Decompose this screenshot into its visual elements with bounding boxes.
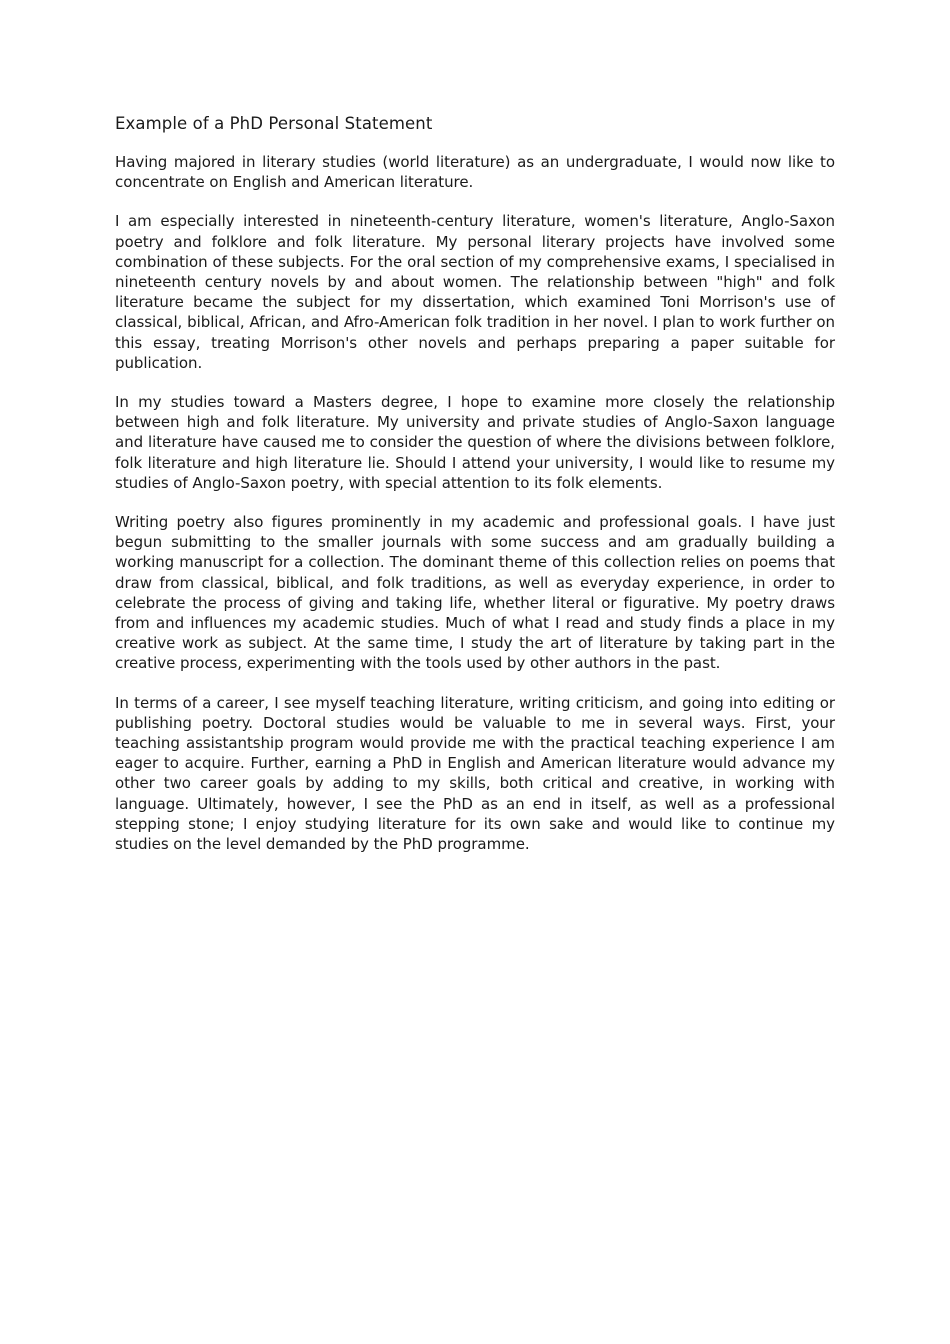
- paragraph-interests: I am especially interested in nineteenth-century literature, women's literature, Anglo-Saxon poetry and folklore and folk literature. My personal literary projects have involved some combination of these subjects. For the oral section of my comprehensive exams, I specialised in nineteenth century novels by and about women. The relationship between "high" and folk literature became the subject for my dissertation, which examined Toni Morrison's use of classical, biblical, African, and Afro-American folk tradition in her novel. I plan to work further on this essay, treating Morrison's other novels and perhaps preparing a paper suitable for publication.: [115, 212, 835, 372]
- paragraph-poetry: Writing poetry also figures prominently in my academic and professional goals. I have just begun submitting to the smaller journals with some success and am gradually building a working manuscript for a collection. The dominant theme of this collection relies on poems that draw from classical, biblical, and folk traditions, as well as everyday experience, in order to celebrate the process of giving and taking life, whether literal or figurative. My poetry draws from and influences my academic studies. Much of what I read and study finds a place in my creative work as subject. At the same time, I study the art of literature by taking part in the creative process, experimenting with the tools used by other authors in the past.: [115, 513, 835, 673]
- paragraph-intro: Having majored in literary studies (world literature) as an undergraduate, I would now like to concentrate on English and American literature.: [115, 153, 835, 192]
- document-title: Example of a PhD Personal Statement: [115, 114, 433, 133]
- paragraph-masters-studies: In my studies toward a Masters degree, I hope to examine more closely the relationship between high and folk literature. My university and private studies of Anglo-Saxon language and literature have caused me to consider the question of where the divisions between folklore, folk literature and high literature lie. Should I attend your university, I would like to resume my studies of Anglo-Saxon poetry, with special attention to its folk elements.: [115, 393, 835, 492]
- paragraph-career: In terms of a career, I see myself teaching literature, writing criticism, and going into editing or publishing poetry. Doctoral studies would be valuable to me in several ways. First, your teaching assistantship program would provide me with the practical teaching experience I am eager to acquire. Further, earning a PhD in English and American literature would advance my other two career goals by adding to my skills, both critical and creative, in working with language. Ultimately, however, I see the PhD as an end in itself, as well as a professional stepping stone; I enjoy studying literature for its own sake and would like to continue my studies on the level demanded by the PhD programme.: [115, 693, 835, 854]
- document-page: [115, 112, 835, 873]
